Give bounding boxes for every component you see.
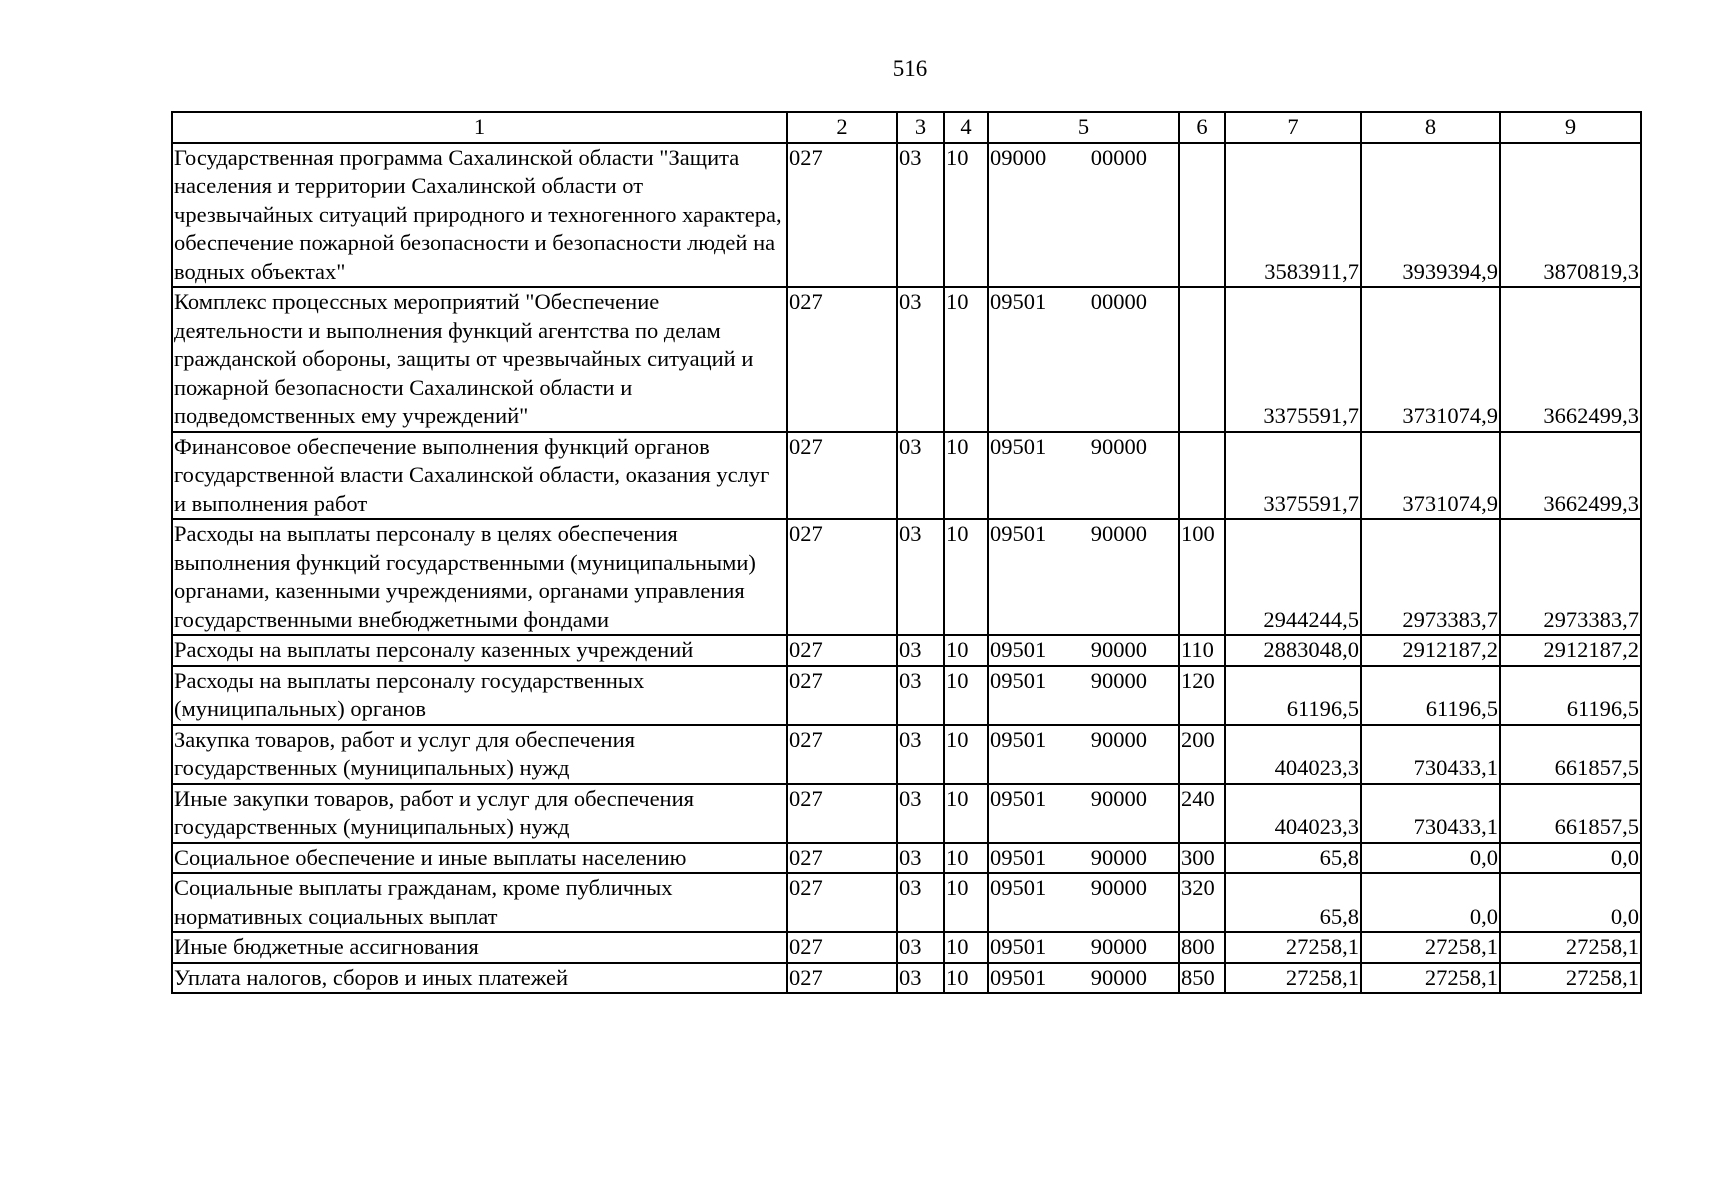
cell-col5-program: 09501 [990,964,1047,990]
column-header: 6 [1179,112,1225,143]
cell-col4: 10 [944,666,988,725]
cell-col5 [988,287,1179,432]
cell-col9: 661857,5 [1500,725,1641,784]
row-name-cell: Финансовое обеспечение выполнения функций органов государственной власти Сахалинской области, оказания услуг и выполнения работ [172,432,787,520]
cell-col4: 10 [944,932,988,963]
row-name-cell: Иные закупки товаров, работ и услуг для обеспечения государственных (муниципальных) нужд [172,784,787,843]
cell-col8: 3939394,9 [1361,143,1500,288]
cell-col5-direction: 90000 [1090,521,1147,546]
cell-col5-direction: 90000 [1090,726,1147,752]
cell-col5 [988,873,1179,932]
cell-col4: 10 [944,784,988,843]
cell-col5-program: 09501 [990,875,1047,900]
cell-col5-direction: 90000 [1090,875,1147,900]
cell-col4: 10 [944,635,988,666]
table-body [172,143,1641,994]
cell-col9: 661857,5 [1500,784,1641,843]
cell-col8: 0,0 [1361,873,1500,932]
cell-col5-direction: 90000 [1090,433,1147,459]
cell-col5-direction: 00000 [1090,144,1147,170]
table-row [172,843,1641,874]
cell-col5-program: 09501 [990,637,1047,662]
cell-col6: 120 [1179,666,1225,725]
column-header: 9 [1500,112,1641,143]
cell-col5-program: 09501 [990,785,1047,811]
budget-table [171,111,1642,994]
cell-col5-program: 09501 [990,934,1047,959]
cell-col3: 03 [897,725,944,784]
cell-col5 [988,143,1179,288]
cell-col4: 10 [944,432,988,520]
cell-col7: 61196,5 [1225,666,1361,725]
cell-col8: 730433,1 [1361,725,1500,784]
cell-col3: 03 [897,666,944,725]
cell-col7: 404023,3 [1225,784,1361,843]
cell-col5-direction: 90000 [1090,934,1147,959]
cell-col6: 300 [1179,843,1225,874]
cell-col5-program: 09501 [990,521,1047,546]
cell-col5 [988,432,1179,520]
cell-col5-program: 09501 [990,289,1047,314]
cell-col7: 2883048,0 [1225,635,1361,666]
cell-col6 [1179,432,1225,520]
row-name-cell: Комплекс процессных мероприятий "Обеспечение деятельности и выполнения функций агентства по делам гражданской обороны, защиты от чрезвычайных ситуаций и пожарной безопасности Сахалинской области и подведомственных ему учреждений" [172,287,787,432]
cell-col3: 03 [897,932,944,963]
cell-col6 [1179,143,1225,288]
cell-col5 [988,635,1179,666]
cell-col7: 27258,1 [1225,932,1361,963]
cell-col9: 0,0 [1500,843,1641,874]
table-row [172,932,1641,963]
cell-col4: 10 [944,843,988,874]
row-name-cell: Закупка товаров, работ и услуг для обеспечения государственных (муниципальных) нужд [172,725,787,784]
table-header-row [172,112,1641,143]
cell-col5-program: 09501 [990,726,1047,752]
cell-col9: 3870819,3 [1500,143,1641,288]
cell-col3: 03 [897,784,944,843]
cell-col8: 0,0 [1361,843,1500,874]
row-name-cell: Социальное обеспечение и иные выплаты населению [172,843,787,874]
cell-col2: 027 [787,143,897,288]
cell-col2: 027 [787,432,897,520]
cell-col2: 027 [787,725,897,784]
cell-col4: 10 [944,963,988,994]
cell-col4: 10 [944,873,988,932]
cell-col8: 3731074,9 [1361,287,1500,432]
cell-col2: 027 [787,963,897,994]
column-header: 3 [897,112,944,143]
cell-col5 [988,932,1179,963]
cell-col7: 27258,1 [1225,963,1361,994]
cell-col2: 027 [787,287,897,432]
table-row [172,519,1641,635]
cell-col5 [988,519,1179,635]
cell-col5 [988,666,1179,725]
column-header: 4 [944,112,988,143]
cell-col3: 03 [897,287,944,432]
cell-col6: 800 [1179,932,1225,963]
column-header: 5 [988,112,1179,143]
cell-col7: 65,8 [1225,843,1361,874]
cell-col3: 03 [897,519,944,635]
column-header: 7 [1225,112,1361,143]
cell-col5 [988,963,1179,994]
cell-col5-direction: 90000 [1090,785,1147,811]
cell-col9: 0,0 [1500,873,1641,932]
cell-col6: 320 [1179,873,1225,932]
cell-col7: 3583911,7 [1225,143,1361,288]
row-name-cell: Государственная программа Сахалинской области "Защита населения и территории Сахалинской области от чрезвычайных ситуаций природного и техногенного характера, обеспечение пожарной безопасности и безопасности людей на водных объектах" [172,143,787,288]
cell-col9: 2912187,2 [1500,635,1641,666]
table-row [172,725,1641,784]
cell-col9: 3662499,3 [1500,432,1641,520]
cell-col5 [988,725,1179,784]
cell-col8: 730433,1 [1361,784,1500,843]
cell-col5-direction: 90000 [1090,844,1147,870]
cell-col5-direction: 90000 [1090,964,1147,990]
cell-col9: 27258,1 [1500,963,1641,994]
table-row [172,873,1641,932]
cell-col2: 027 [787,843,897,874]
cell-col6 [1179,287,1225,432]
cell-col8: 2973383,7 [1361,519,1500,635]
cell-col8: 3731074,9 [1361,432,1500,520]
cell-col8: 2912187,2 [1361,635,1500,666]
cell-col6: 200 [1179,725,1225,784]
cell-col2: 027 [787,635,897,666]
cell-col4: 10 [944,725,988,784]
cell-col5-direction: 90000 [1090,637,1147,662]
cell-col5 [988,843,1179,874]
cell-col2: 027 [787,519,897,635]
cell-col5-program: 09501 [990,433,1047,459]
row-name-cell: Социальные выплаты гражданам, кроме публичных нормативных социальных выплат [172,873,787,932]
row-name-cell: Расходы на выплаты персоналу государственных (муниципальных) органов [172,666,787,725]
row-name-cell: Расходы на выплаты персоналу казенных учреждений [172,635,787,666]
table-row [172,635,1641,666]
table-row [172,287,1641,432]
row-name-cell: Уплата налогов, сборов и иных платежей [172,963,787,994]
cell-col7: 3375591,7 [1225,432,1361,520]
cell-col7: 65,8 [1225,873,1361,932]
cell-col7: 404023,3 [1225,725,1361,784]
cell-col6: 850 [1179,963,1225,994]
cell-col5 [988,784,1179,843]
cell-col9: 2973383,7 [1500,519,1641,635]
cell-col4: 10 [944,143,988,288]
cell-col4: 10 [944,519,988,635]
cell-col2: 027 [787,784,897,843]
cell-col3: 03 [897,143,944,288]
cell-col3: 03 [897,635,944,666]
row-name-cell: Расходы на выплаты персоналу в целях обеспечения выполнения функций государственными (муниципальными) органами, казенными учреждениями, органами управления государственными внебюджетными фондами [172,519,787,635]
cell-col5-program: 09000 [990,144,1047,170]
cell-col7: 3375591,7 [1225,287,1361,432]
cell-col3: 03 [897,873,944,932]
cell-col8: 61196,5 [1361,666,1500,725]
column-header: 8 [1361,112,1500,143]
cell-col3: 03 [897,963,944,994]
cell-col9: 27258,1 [1500,932,1641,963]
table-row [172,784,1641,843]
table-row [172,963,1641,994]
cell-col3: 03 [897,432,944,520]
cell-col2: 027 [787,873,897,932]
cell-col8: 27258,1 [1361,963,1500,994]
cell-col3: 03 [897,843,944,874]
table-row [172,432,1641,520]
cell-col4: 10 [944,287,988,432]
row-name-cell: Иные бюджетные ассигнования [172,932,787,963]
table-row [172,666,1641,725]
cell-col5-program: 09501 [990,844,1047,870]
cell-col2: 027 [787,666,897,725]
cell-col5-direction: 90000 [1090,667,1147,693]
cell-col6: 110 [1179,635,1225,666]
cell-col6: 100 [1179,519,1225,635]
table-row [172,143,1641,288]
cell-col5-program: 09501 [990,667,1047,693]
cell-col6: 240 [1179,784,1225,843]
cell-col7: 2944244,5 [1225,519,1361,635]
column-header: 2 [787,112,897,143]
page-number: 516 [892,56,928,81]
cell-col2: 027 [787,932,897,963]
cell-col5-direction: 00000 [1090,289,1147,314]
cell-col9: 3662499,3 [1500,287,1641,432]
column-header: 1 [172,112,787,143]
cell-col8: 27258,1 [1361,932,1500,963]
cell-col9: 61196,5 [1500,666,1641,725]
